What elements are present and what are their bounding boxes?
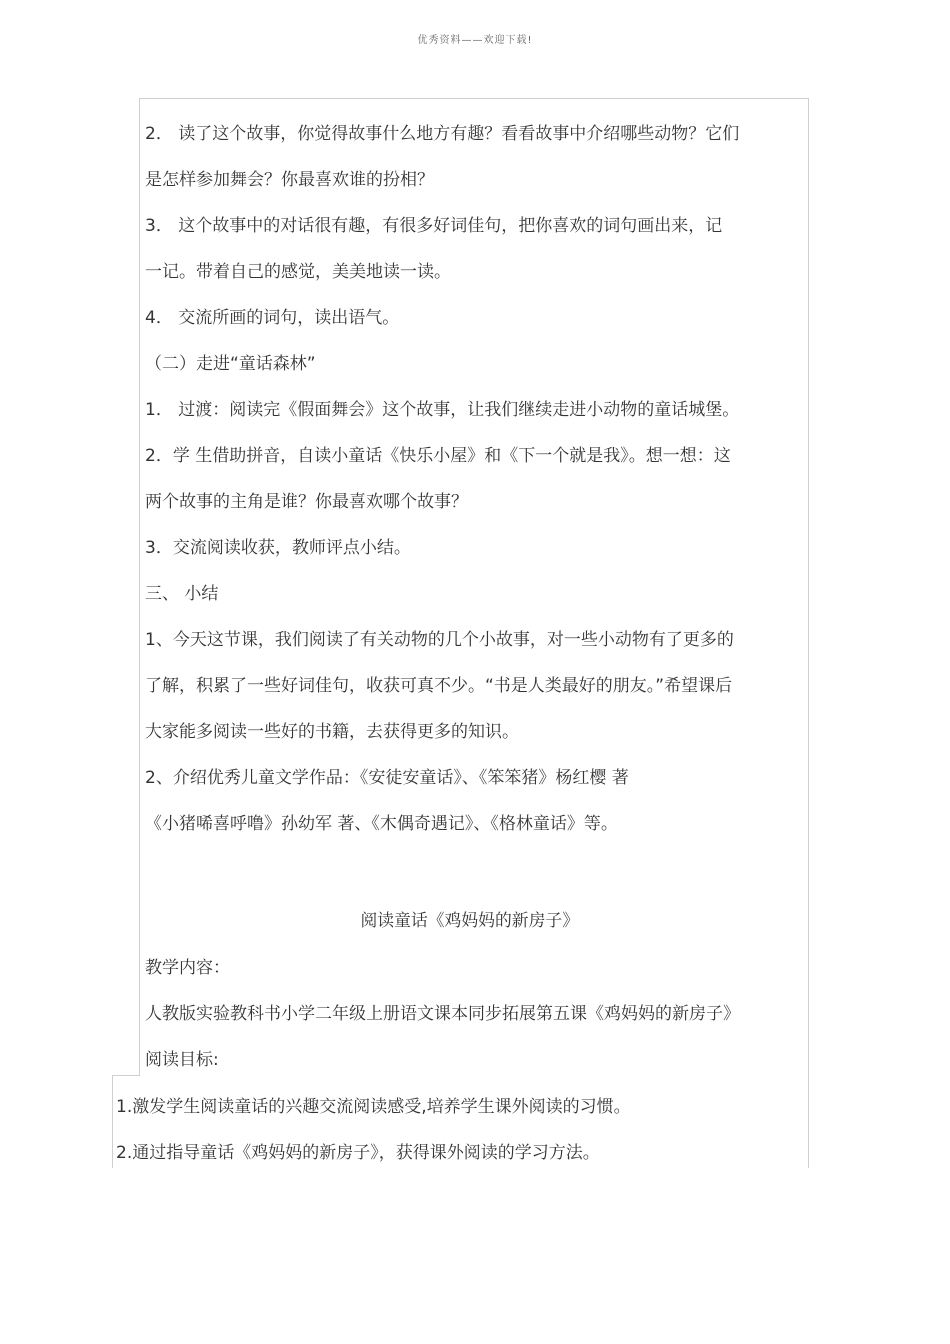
text-line: 《小猪唏喜呼噜》孙幼军 著、《木偶奇遇记》、《格林童话》等。 xyxy=(145,814,618,834)
section-heading: 三、 小结 xyxy=(145,584,219,604)
text-line: 是怎样参加舞会？你最喜欢谁的扮相？ xyxy=(145,170,434,190)
frame-left-lower-line xyxy=(112,1075,113,1168)
text-line: 3． 这个故事中的对话很有趣，有很多好词佳句，把你喜欢的词句画出来，记 xyxy=(145,216,723,236)
text-line: 1、今天这节课，我们阅读了有关动物的几个小故事，对一些小动物有了更多的 xyxy=(145,630,734,650)
text-line: 一记。带着自己的感觉，美美地读一读。 xyxy=(145,262,451,282)
text-line: 大家能多阅读一些好的书籍，去获得更多的知识。 xyxy=(145,722,519,742)
text-line: 两个故事的主角是谁？你最喜欢哪个故事？ xyxy=(145,492,468,512)
goal-item: 1.激发学生阅读童话的兴趣交流阅读感受,培养学生课外阅读的习惯。 xyxy=(116,1097,631,1117)
content-text: 人教版实验教科书小学二年级上册语文课本同步拓展第五课《鸡妈妈的新房子》 xyxy=(145,1004,740,1024)
text-line: 2． 读了这个故事，你觉得故事什么地方有趣？看看故事中介绍哪些动物？它们 xyxy=(145,124,740,144)
text-line: 2、介绍优秀儿童文学作品：《安徒安童话》、《笨笨猪》杨红樱 著 xyxy=(145,768,629,788)
text-line: 了解，积累了一些好词佳句，收获可真不少。“书是人类最好的朋友。”希望课后 xyxy=(145,676,733,696)
text-line: 3．交流阅读收获，教师评点小结。 xyxy=(145,538,411,558)
section-label: 教学内容： xyxy=(145,958,230,978)
goals-label: 阅读目标: xyxy=(145,1050,219,1070)
text-line: 2．学 生借助拼音，自读小童话《快乐小屋》和《下一个就是我》。想一想：这 xyxy=(145,446,731,466)
lesson-title: 阅读童话《鸡妈妈的新房子》 xyxy=(360,911,580,931)
frame-step-line xyxy=(112,1075,140,1076)
frame-right-line xyxy=(808,98,809,1168)
page-header: 优秀资料——欢迎下载! xyxy=(417,35,533,46)
text-line: 1． 过渡：阅读完《假面舞会》这个故事，让我们继续走进小动物的童话城堡。 xyxy=(145,400,740,420)
frame-top-line xyxy=(139,98,809,99)
goal-item: 2.通过指导童话《鸡妈妈的新房子》，获得课外阅读的学习方法。 xyxy=(116,1143,600,1163)
text-line: 4． 交流所画的词句，读出语气。 xyxy=(145,308,400,328)
section-heading: （二）走进“童话森林” xyxy=(145,354,316,374)
